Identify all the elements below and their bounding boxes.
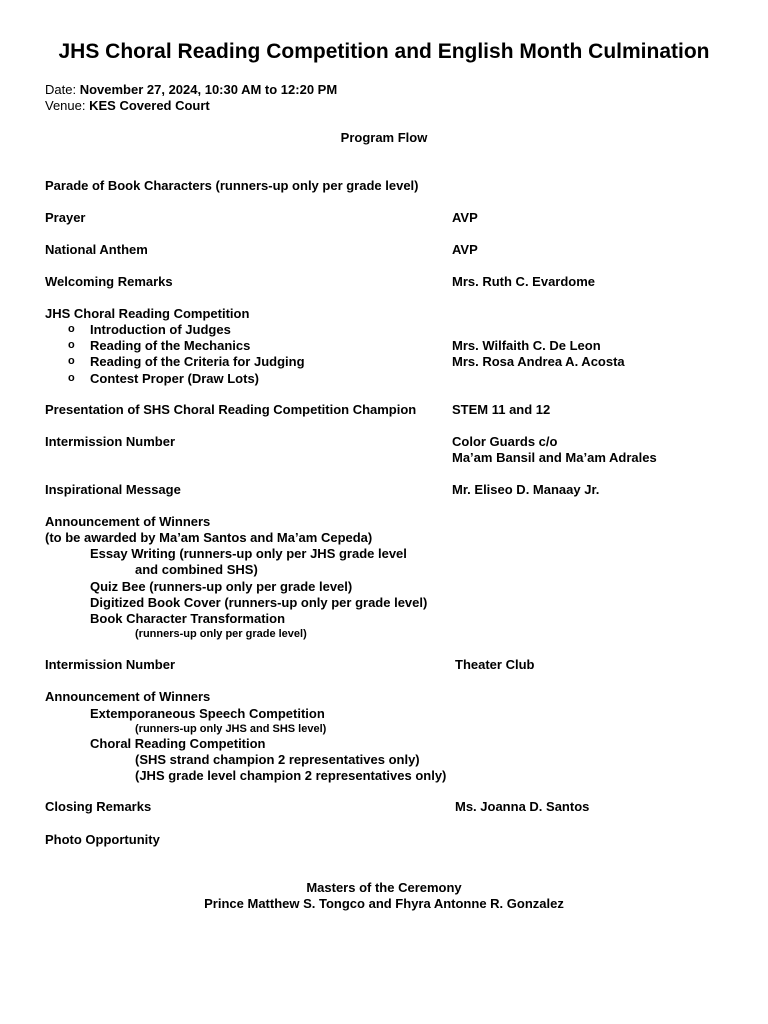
prayer-by: AVP (452, 210, 478, 225)
cover-item: Digitized Book Cover (runners-up only per grade level) (90, 595, 428, 610)
transform-note: (runners-up only per grade level) (135, 628, 307, 640)
closing-item: Closing Remarks (45, 799, 152, 814)
anthem-by: AVP (452, 242, 478, 257)
choral-item: JHS Choral Reading Competition (45, 306, 250, 321)
closing-by: Ms. Joanna D. Santos (455, 799, 590, 814)
intermission-1-item: Intermission Number (45, 434, 176, 449)
mechanics-by: Mrs. Wilfaith C. De Leon (452, 338, 601, 353)
extemp-item: Extemporaneous Speech Competition (90, 706, 325, 721)
choral-note-2: (JHS grade level champion 2 representatives only) (135, 768, 447, 783)
winners-2-item: Announcement of Winners (45, 689, 211, 704)
anthem-item: National Anthem (45, 242, 148, 257)
choral-sub-1: Introduction of Judges (90, 322, 231, 337)
extemp-note: (runners-up only JHS and SHS level) (135, 723, 327, 735)
quiz-item: Quiz Bee (runners-up only per grade level) (90, 579, 353, 594)
photo-item: Photo Opportunity (45, 832, 160, 847)
choral-sub-2: Reading of the Mechanics (90, 338, 251, 353)
date-line (45, 82, 337, 97)
document-title: JHS Choral Reading Competition and English Month Culmination (58, 40, 710, 63)
venue-line (45, 98, 210, 113)
choral-sub-4: Contest Proper (Draw Lots) (90, 371, 260, 386)
masters-names: Prince Matthew S. Tongco and Fhyra Antonne R. Gonzalez (204, 896, 564, 911)
venue-label: Venue: (45, 98, 86, 113)
winners-1-note: (to be awarded by Ma’am Santos and Ma’am Cepeda) (45, 530, 373, 545)
venue-value: KES Covered Court (89, 98, 210, 113)
intermission-1-by-2: Ma’am Bansil and Ma’am Adrales (452, 450, 657, 465)
essay-cont: and combined SHS) (135, 562, 258, 577)
choral-comp-item: Choral Reading Competition (90, 736, 266, 751)
shs-champion-item: Presentation of SHS Choral Reading Competition Champion (45, 402, 417, 417)
inspirational-item: Inspirational Message (45, 482, 181, 497)
choral-sub-3: Reading of the Criteria for Judging (90, 354, 305, 369)
date-value: November 27, 2024, 10:30 AM to 12:20 PM (79, 82, 338, 97)
essay-item: Essay Writing (runners-up only per JHS grade level (90, 546, 407, 561)
intermission-1-by-1: Color Guards c/o (452, 434, 558, 449)
bullet-1: o (68, 323, 75, 335)
masters-heading: Masters of the Ceremony (306, 880, 462, 895)
prayer-item: Prayer (45, 210, 86, 225)
criteria-by: Mrs. Rosa Andrea A. Acosta (452, 354, 625, 369)
bullet-3: o (68, 355, 75, 367)
shs-champion-by: STEM 11 and 12 (452, 402, 551, 417)
inspirational-by: Mr. Eliseo D. Manaay Jr. (452, 482, 600, 497)
welcome-item: Welcoming Remarks (45, 274, 173, 289)
winners-1-item: Announcement of Winners (45, 514, 211, 529)
choral-note-1: (SHS strand champion 2 representatives only) (135, 752, 420, 767)
bullet-2: o (68, 339, 75, 351)
intermission-2-by: Theater Club (455, 657, 535, 672)
welcome-by: Mrs. Ruth C. Evardome (452, 274, 596, 289)
bullet-4: o (68, 372, 75, 384)
program-heading: Program Flow (340, 130, 428, 145)
date-label: Date: (45, 82, 77, 97)
transform-item: Book Character Transformation (90, 611, 286, 626)
intermission-2-item: Intermission Number (45, 657, 176, 672)
parade-item: Parade of Book Characters (runners-up only per grade level) (45, 178, 419, 193)
